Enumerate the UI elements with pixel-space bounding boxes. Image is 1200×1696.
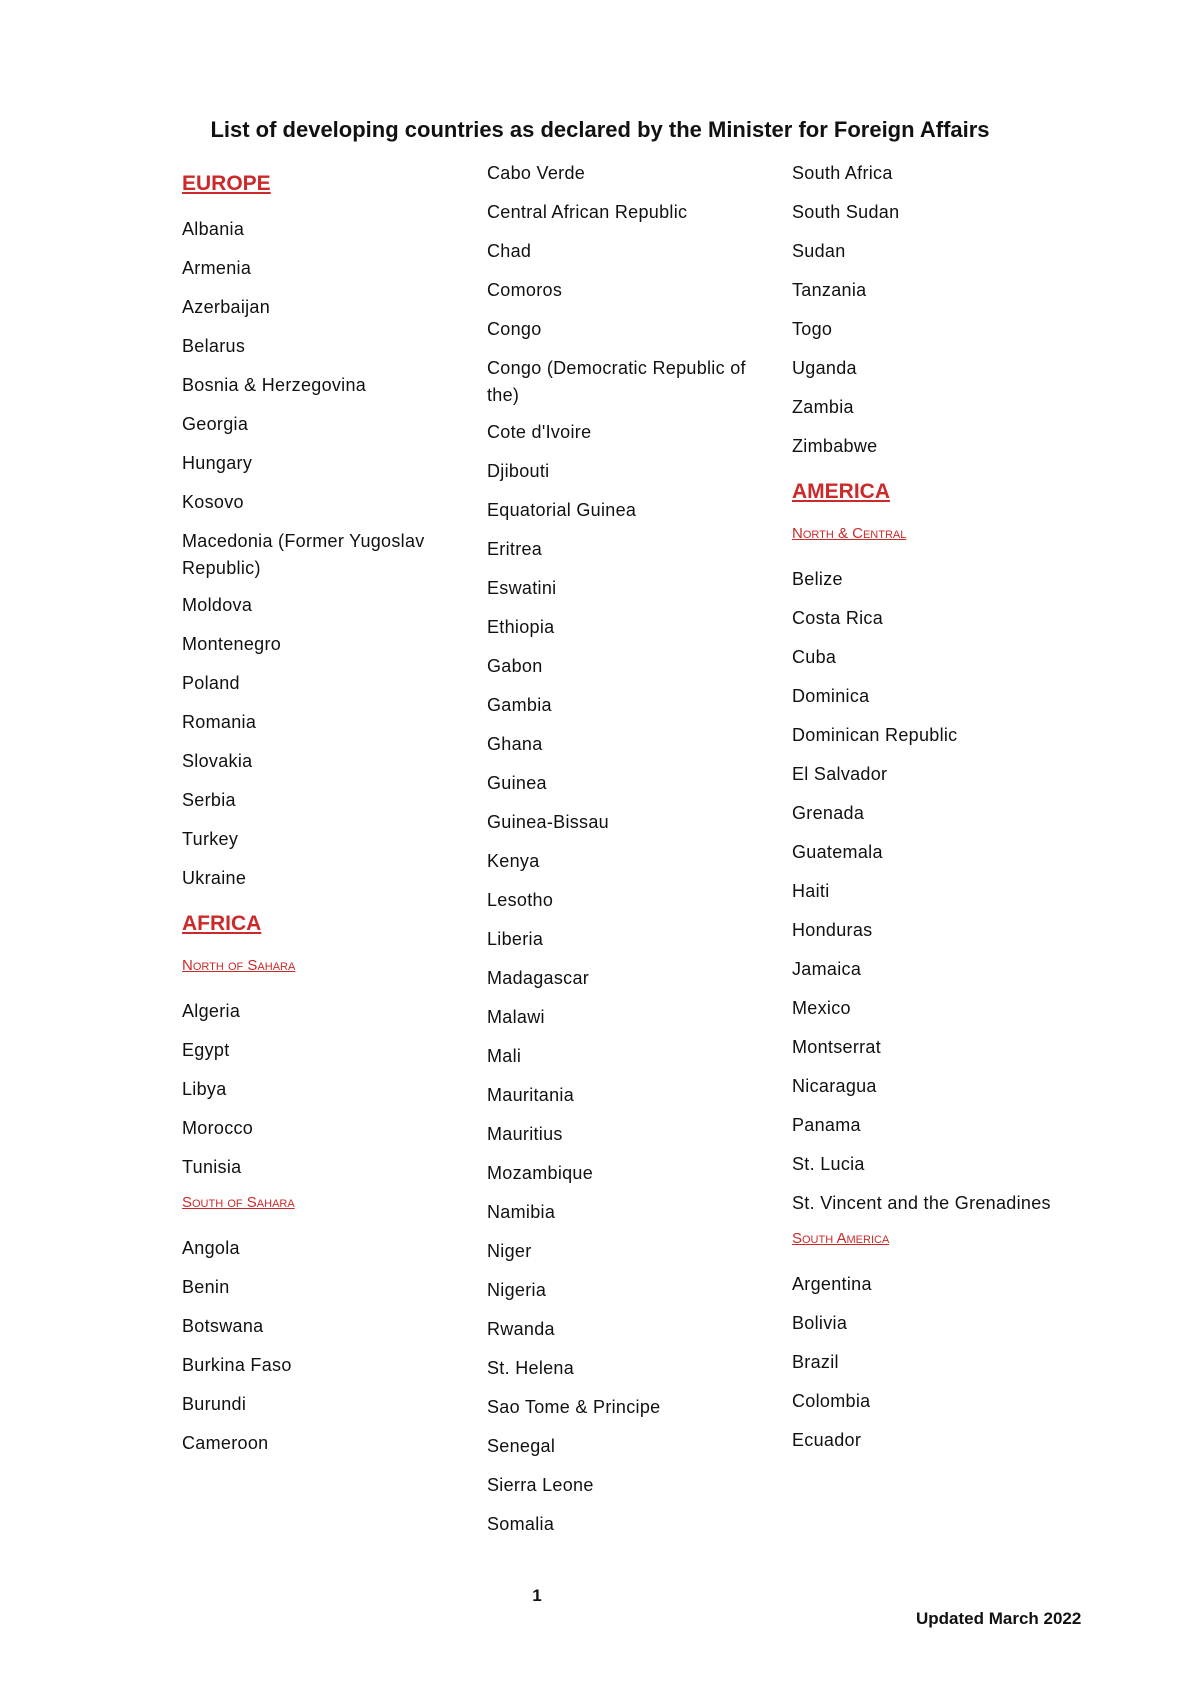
country-item: Guatemala	[792, 842, 883, 862]
region-heading-africa: AFRICA	[182, 912, 262, 935]
country-item: Moldova	[182, 595, 253, 615]
country-item: El Salvador	[792, 764, 888, 784]
country-item: Mozambique	[487, 1163, 594, 1183]
country-item: Rwanda	[487, 1319, 555, 1339]
country-item: South Africa	[792, 163, 893, 183]
country-item: Jamaica	[792, 959, 862, 979]
country-item: Romania	[182, 712, 257, 732]
country-item: Argentina	[792, 1274, 872, 1294]
country-item: Tunisia	[182, 1157, 242, 1177]
country-item: Botswana	[182, 1316, 264, 1336]
country-item: Somalia	[487, 1514, 555, 1534]
country-item: Azerbaijan	[182, 297, 271, 317]
country-item: Dominica	[792, 686, 870, 706]
south-of-sahara-country-list-part-3	[792, 160, 1082, 460]
country-item: Albania	[182, 219, 245, 239]
country-item: Equatorial Guinea	[487, 500, 637, 520]
country-item: Congo (Democratic Republic of the)	[487, 358, 746, 405]
south-of-sahara-country-list-part-2	[487, 160, 777, 1538]
country-item: Guinea-Bissau	[487, 812, 609, 832]
column-2	[487, 160, 777, 1550]
country-item: Eritrea	[487, 539, 543, 559]
country-item: St. Vincent and the Grenadines	[792, 1193, 1051, 1213]
country-item: St. Lucia	[792, 1154, 865, 1174]
country-item: Bosnia & Herzegovina	[182, 375, 367, 395]
column-3	[792, 160, 1082, 1466]
country-item: Mauritania	[487, 1085, 575, 1105]
europe-country-list	[182, 216, 472, 892]
subregion-heading-north-central: North & Central	[792, 525, 907, 542]
country-item: Niger	[487, 1241, 532, 1261]
country-item: Egypt	[182, 1040, 230, 1060]
country-item: Belize	[792, 569, 843, 589]
country-item: Ethiopia	[487, 617, 555, 637]
country-item: Benin	[182, 1277, 230, 1297]
country-item: Slovakia	[182, 751, 253, 771]
region-heading-america: AMERICA	[792, 480, 890, 503]
country-item: Algeria	[182, 1001, 241, 1021]
country-item: Georgia	[182, 414, 249, 434]
region-heading-europe: EUROPE	[182, 172, 271, 195]
country-item: Libya	[182, 1079, 227, 1099]
country-item: Armenia	[182, 258, 252, 278]
country-item: Uganda	[792, 358, 857, 378]
country-item: Colombia	[792, 1391, 871, 1411]
country-item: Malawi	[487, 1007, 545, 1027]
country-item: Cote d'Ivoire	[487, 422, 592, 442]
country-item: Eswatini	[487, 578, 557, 598]
country-item: Montenegro	[182, 634, 282, 654]
country-item: Serbia	[182, 790, 236, 810]
north-of-sahara-country-list	[182, 998, 472, 1181]
country-item: Comoros	[487, 280, 563, 300]
south-of-sahara-country-list-part-1	[182, 1235, 472, 1457]
page-title: List of developing countries as declared by the Minister for Foreign Affairs	[210, 117, 990, 142]
country-item: Togo	[792, 319, 833, 339]
south-america-country-list	[792, 1271, 1082, 1454]
country-item: Nicaragua	[792, 1076, 877, 1096]
country-item: Tanzania	[792, 280, 867, 300]
country-item: Gabon	[487, 656, 543, 676]
subregion-heading-south-of-sahara: South of Sahara	[182, 1194, 295, 1211]
country-item: Honduras	[792, 920, 873, 940]
country-item: Sao Tome & Principe	[487, 1397, 661, 1417]
page-number: 1	[532, 1586, 542, 1605]
country-item: Cuba	[792, 647, 837, 667]
country-item: Mauritius	[487, 1124, 563, 1144]
north-central-america-country-list	[792, 566, 1082, 1217]
country-item: Namibia	[487, 1202, 556, 1222]
country-item: Hungary	[182, 453, 253, 473]
country-item: Senegal	[487, 1436, 556, 1456]
country-item: Liberia	[487, 929, 544, 949]
country-item: Mexico	[792, 998, 851, 1018]
country-item: Burundi	[182, 1394, 247, 1414]
country-item: Chad	[487, 241, 532, 261]
country-item: Panama	[792, 1115, 861, 1135]
country-item: Cabo Verde	[487, 163, 586, 183]
country-item: Central African Republic	[487, 202, 688, 222]
country-item: Djibouti	[487, 461, 550, 481]
country-item: Haiti	[792, 881, 830, 901]
country-item: Ukraine	[182, 868, 247, 888]
country-item: Morocco	[182, 1118, 254, 1138]
country-item: Ghana	[487, 734, 543, 754]
country-item: Dominican Republic	[792, 725, 958, 745]
updated-date: Updated March 2022	[916, 1609, 1082, 1628]
country-item: Costa Rica	[792, 608, 884, 628]
country-item: Mali	[487, 1046, 522, 1066]
country-item: Poland	[182, 673, 240, 693]
country-item: Zambia	[792, 397, 854, 417]
country-item: Kenya	[487, 851, 540, 871]
country-item: Sudan	[792, 241, 846, 261]
country-item: Montserrat	[792, 1037, 882, 1057]
country-item: Angola	[182, 1238, 240, 1258]
country-item: Lesotho	[487, 890, 554, 910]
country-item: Ecuador	[792, 1430, 862, 1450]
column-1	[182, 170, 472, 1469]
country-item: Brazil	[792, 1352, 839, 1372]
country-item: Congo	[487, 319, 542, 339]
country-item: Burkina Faso	[182, 1355, 292, 1375]
country-item: St. Helena	[487, 1358, 575, 1378]
country-item: Grenada	[792, 803, 865, 823]
subregion-heading-south-america: South America	[792, 1230, 890, 1247]
country-item: South Sudan	[792, 202, 900, 222]
subregion-heading-north-of-sahara: North of Sahara	[182, 957, 296, 974]
country-item: Turkey	[182, 829, 239, 849]
country-item: Bolivia	[792, 1313, 848, 1333]
country-item: Macedonia (Former Yugoslav Republic)	[182, 531, 425, 578]
country-item: Sierra Leone	[487, 1475, 594, 1495]
country-item: Madagascar	[487, 968, 590, 988]
country-item: Cameroon	[182, 1433, 269, 1453]
country-item: Gambia	[487, 695, 552, 715]
country-item: Nigeria	[487, 1280, 547, 1300]
country-item: Kosovo	[182, 492, 244, 512]
country-item: Zimbabwe	[792, 436, 878, 456]
country-item: Guinea	[487, 773, 547, 793]
country-item: Belarus	[182, 336, 246, 356]
